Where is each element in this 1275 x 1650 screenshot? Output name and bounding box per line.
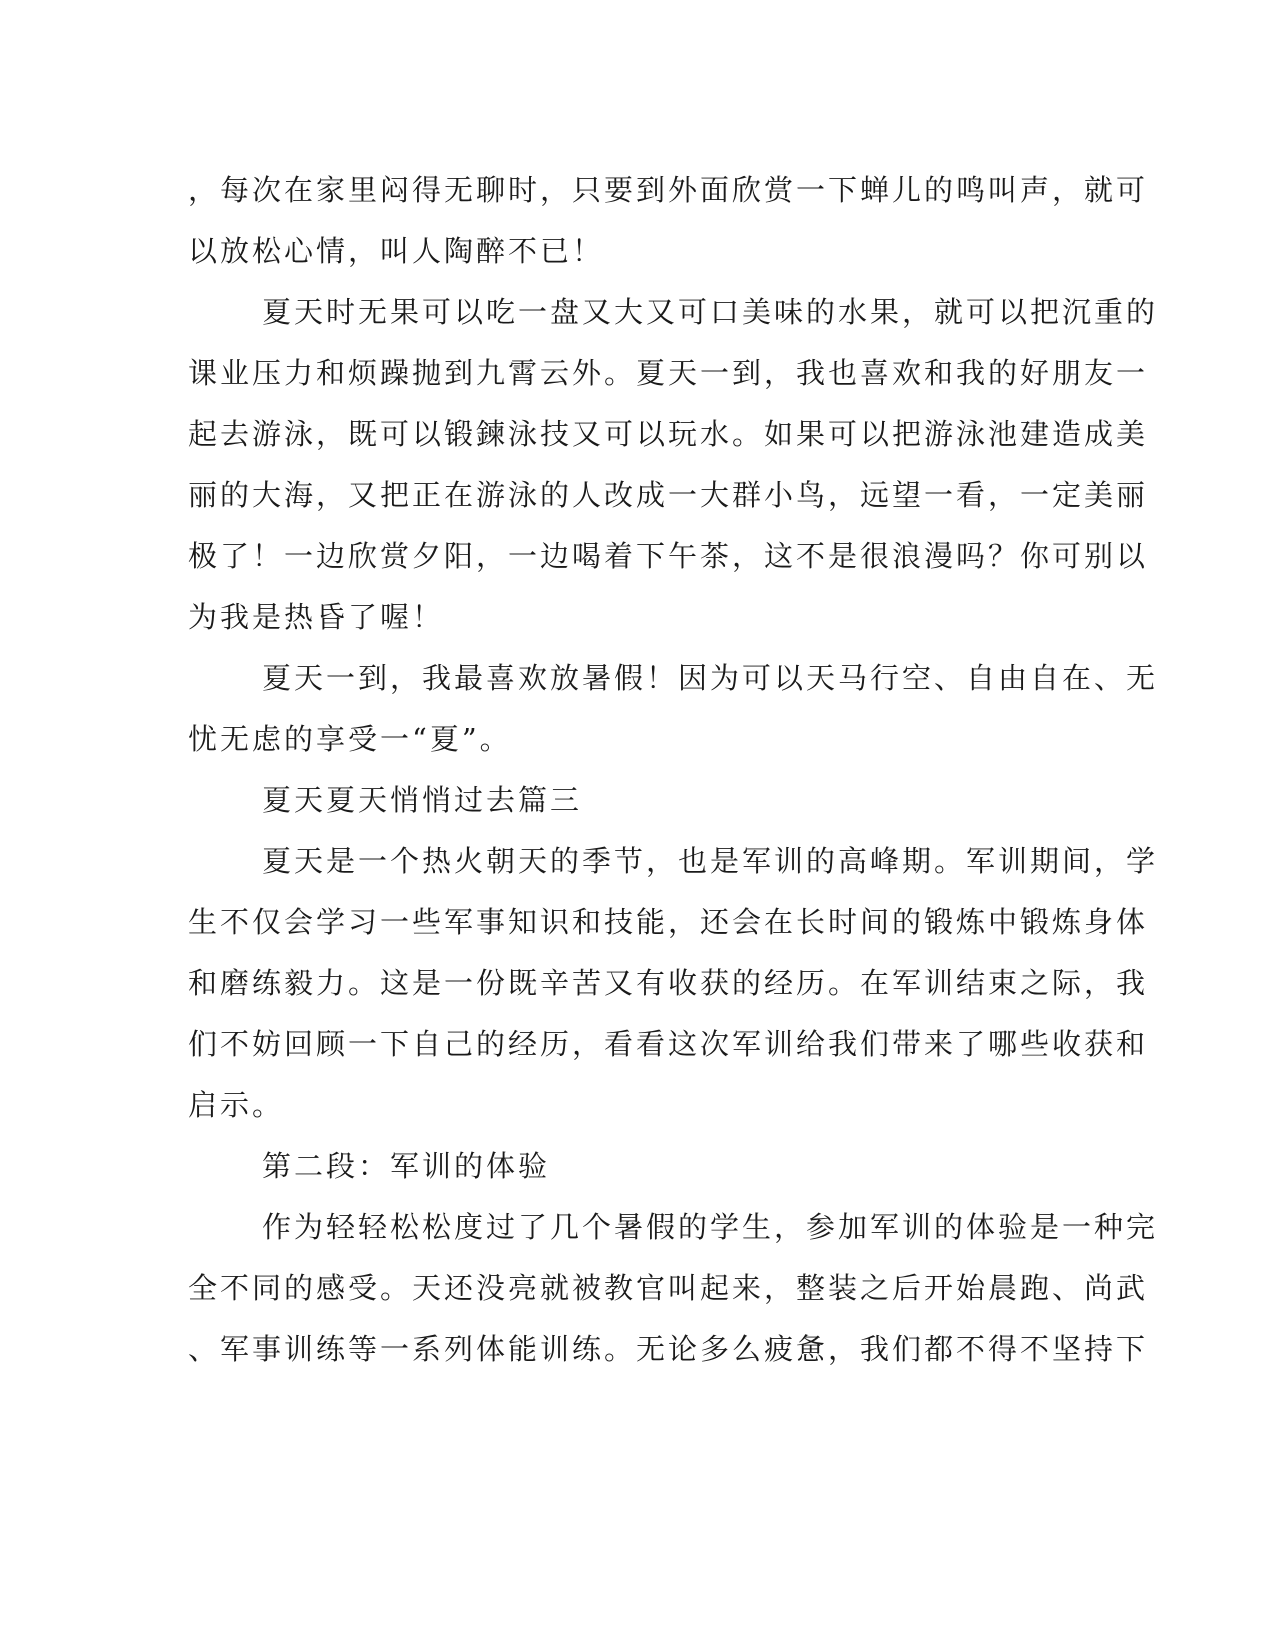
text-line: 极了！一边欣赏夕阳，一边喝着下午茶，这不是很浪漫吗？你可别以 [188, 539, 1149, 573]
text-line: 、军事训练等一系列体能训练。无论多么疲惫，我们都不得不坚持下 [188, 1332, 1149, 1366]
text-line: 和磨练毅力。这是一份既辛苦又有收获的经历。在军训结束之际，我 [188, 966, 1149, 1000]
text-line: 生不仅会学习一些军事知识和技能，还会在长时间的锻炼中锻炼身体 [188, 905, 1149, 939]
text-line: 全不同的感受。天还没亮就被教官叫起来，整装之后开始晨跑、尚武 [188, 1271, 1149, 1305]
section-heading: 第二段：军训的体验 [262, 1149, 551, 1183]
text-line: 夏天是一个热火朝天的季节，也是军训的高峰期。军训期间，学 [262, 844, 1159, 878]
text-line: 作为轻轻松松度过了几个暑假的学生，参加军训的体验是一种完 [262, 1210, 1159, 1244]
text-line: 以放松心情，叫人陶醉不已！ [188, 234, 605, 268]
text-line: 夏天一到，我最喜欢放暑假！因为可以天马行空、自由自在、无 [262, 661, 1159, 695]
section-heading: 夏天夏天悄悄过去篇三 [262, 783, 583, 817]
text-line: ，每次在家里闷得无聊时，只要到外面欣赏一下蝉儿的鸣叫声，就可 [188, 173, 1149, 207]
document-body [188, 160, 1159, 1380]
text-line: 丽的大海，又把正在游泳的人改成一大群小鸟，远望一看，一定美丽 [188, 478, 1149, 512]
text-line: 忧无虑的享受一“夏”。 [188, 722, 512, 756]
text-line: 启示。 [188, 1088, 285, 1122]
text-line: 起去游泳，既可以锻鍊泳技又可以玩水。如果可以把游泳池建造成美 [188, 417, 1149, 451]
text-line: 为我是热昏了喔！ [188, 600, 445, 634]
text-line: 课业压力和烦躁抛到九霄云外。夏天一到，我也喜欢和我的好朋友一 [188, 356, 1149, 390]
text-line: 夏天时无果可以吃一盘又大又可口美味的水果，就可以把沉重的 [262, 295, 1159, 329]
text-line: 们不妨回顾一下自己的经历，看看这次军训给我们带来了哪些收获和 [188, 1027, 1149, 1061]
